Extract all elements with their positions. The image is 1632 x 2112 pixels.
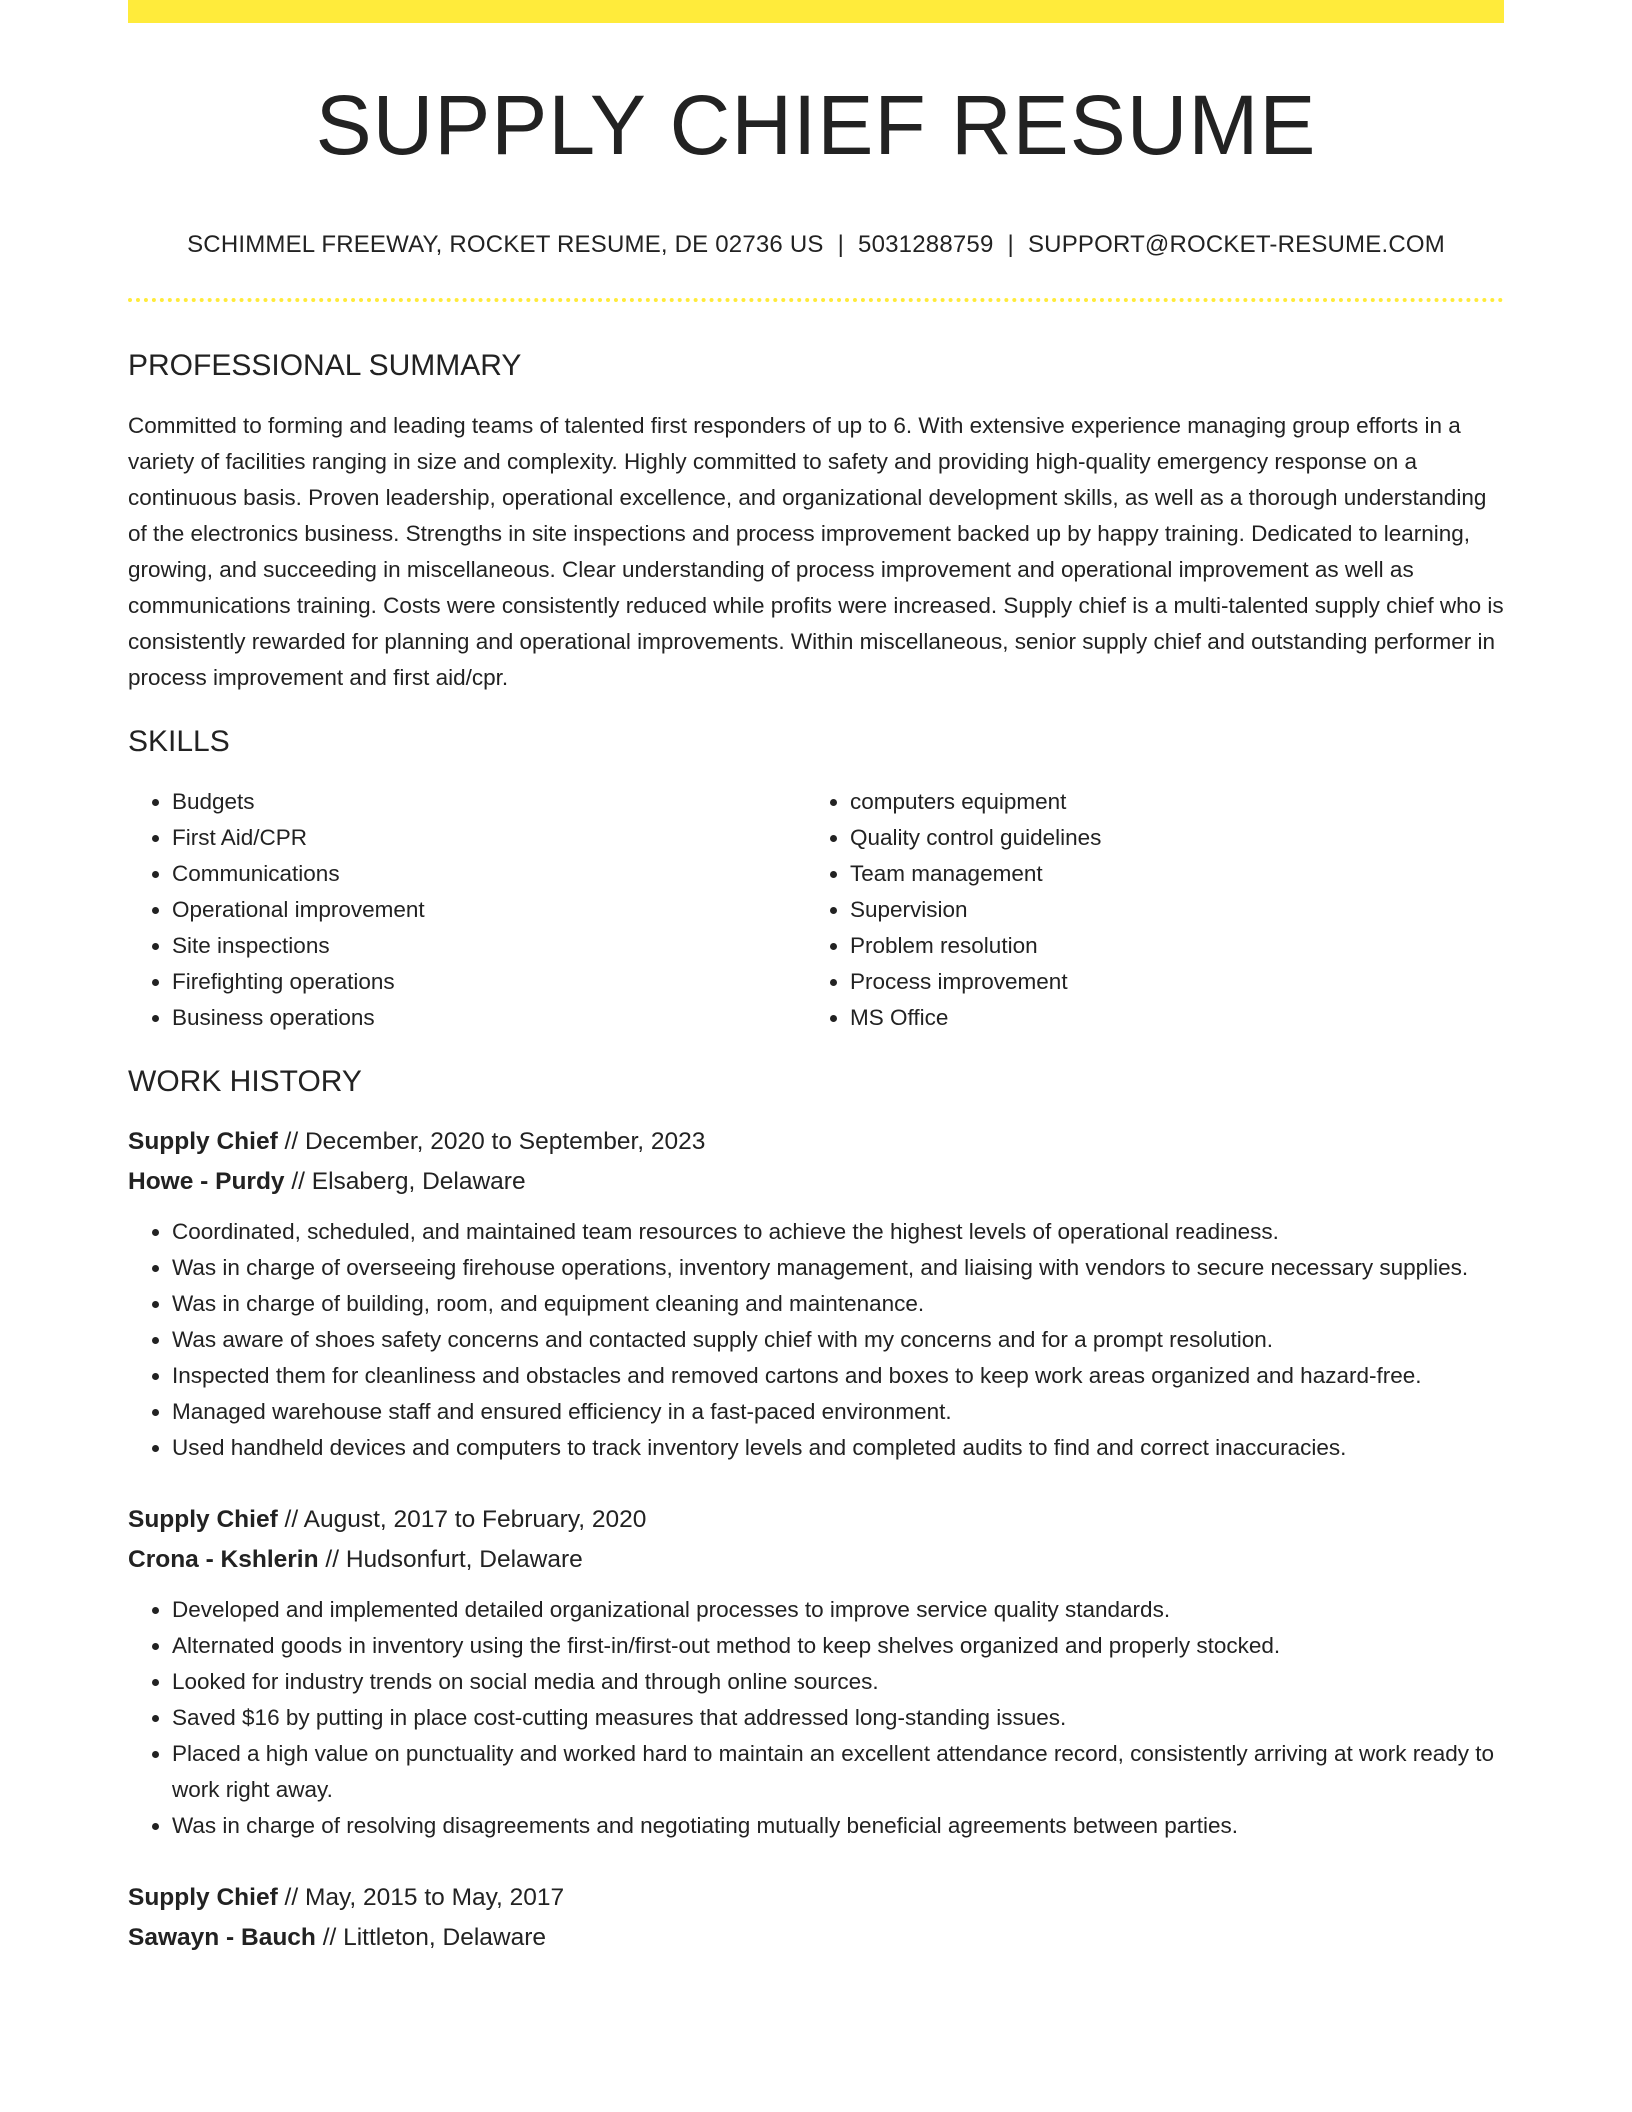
- summary-heading: PROFESSIONAL SUMMARY: [128, 348, 522, 382]
- skill-item: • Operational improvement: [172, 892, 806, 928]
- duty-item: • Inspected them for cleanliness and obstacles and removed cartons and boxes to keep work areas organized and hazard-free.: [172, 1358, 1504, 1394]
- duty-item: • Coordinated, scheduled, and maintained team resources to achieve the highest levels of operational readiness.: [172, 1214, 1504, 1250]
- duty-item: • Managed warehouse staff and ensured efficiency in a fast-paced environment.: [172, 1394, 1504, 1430]
- contact-line: [128, 231, 1504, 260]
- job-dates: // August, 2017 to February, 2020: [277, 1505, 647, 1533]
- job-dates: // December, 2020 to September, 2023: [277, 1127, 706, 1155]
- job-company: Crona - Kshlerin: [128, 1545, 319, 1573]
- job-dates: // May, 2015 to May, 2017: [277, 1883, 565, 1911]
- summary-text: Committed to forming and leading teams of talented first responders of up to 6. With extensive experience managing group efforts in a variety of facilities ranging in size and complexity. Highly committed to safety and providing high-quality emergency response on a continuous basis. Proven leadership, operational excellence, and organizational development skills, as well as a thorough understanding of the electronics business. Strengths in site inspections and process improvement backed up by happy training. Dedicated to learning, growing, and succeeding in miscellaneous. Clear understanding of process improvement and operational improvement as well as communications training. Costs were consistently reduced while profits were increased. Supply chief is a multi-talented supply chief who is consistently rewarded for planning and operational improvements. Within miscellaneous, senior supply chief and outstanding performer in process improvement and first aid/cpr.: [128, 412, 1504, 690]
- skill-item: • Budgets: [172, 784, 806, 820]
- job-duties: [128, 1592, 1504, 1844]
- dotted-divider: [128, 298, 1504, 302]
- job-title-line: [128, 1878, 1504, 1918]
- skill-item: • Team management: [850, 856, 1484, 892]
- job-company-line: [128, 1540, 1504, 1580]
- job-location: // Hudsonfurt, Delaware: [318, 1545, 583, 1573]
- duty-item: • Saved $16 by putting in place cost-cutting measures that addressed long-standing issues.: [172, 1700, 1504, 1736]
- skill-item: • Communications: [172, 856, 806, 892]
- job-title: Supply Chief: [128, 1505, 278, 1533]
- skill-item: • Quality control guidelines: [850, 820, 1484, 856]
- skill-item: • MS Office: [850, 1000, 1484, 1036]
- skill-item: • First Aid/CPR: [172, 820, 806, 856]
- job-duties: [128, 1214, 1504, 1466]
- job-title-line: [128, 1500, 1504, 1540]
- skill-item: • Problem resolution: [850, 928, 1484, 964]
- job-location: // Littleton, Delaware: [315, 1923, 547, 1951]
- duty-item: • Was aware of shoes safety concerns and contacted supply chief with my concerns and for a prompt resolution.: [172, 1322, 1504, 1358]
- duty-item: • Looked for industry trends on social media and through online sources.: [172, 1664, 1504, 1700]
- job-location: // Elsaberg, Delaware: [284, 1167, 526, 1195]
- work-history-section: [128, 1064, 1504, 1958]
- skill-item: • Site inspections: [172, 928, 806, 964]
- work-history-heading: WORK HISTORY: [128, 1064, 362, 1098]
- duty-item: • Was in charge of resolving disagreements and negotiating mutually beneficial agreements between parties.: [172, 1808, 1504, 1844]
- job-entry: [128, 1122, 1504, 1466]
- job-company-line: [128, 1162, 1504, 1202]
- skill-item: • Firefighting operations: [172, 964, 806, 1000]
- duty-item: • Developed and implemented detailed organizational processes to improve service quality standards.: [172, 1592, 1504, 1628]
- job-title-line: [128, 1122, 1504, 1162]
- skill-item: • Business operations: [172, 1000, 806, 1036]
- skill-item: • Process improvement: [850, 964, 1484, 1000]
- job-company: Sawayn - Bauch: [128, 1923, 316, 1951]
- duty-item: • Was in charge of overseeing firehouse operations, inventory management, and liaising with vendors to secure necessary supplies.: [172, 1250, 1504, 1286]
- job-company: Howe - Purdy: [128, 1167, 285, 1195]
- job-title: Supply Chief: [128, 1883, 278, 1911]
- job-company-line: [128, 1918, 1504, 1958]
- contact-address: SCHIMMEL FREEWAY, ROCKET RESUME, DE 02736 US: [187, 231, 824, 258]
- job-entry: [128, 1500, 1504, 1844]
- skills-columns: [128, 784, 1504, 1036]
- skill-item: • Supervision: [850, 892, 1484, 928]
- skills-heading: SKILLS: [128, 724, 230, 758]
- resume-page: [128, 0, 1504, 1958]
- skills-list-left: [128, 784, 806, 1036]
- skill-item: • computers equipment: [850, 784, 1484, 820]
- duty-item: • Used handheld devices and computers to track inventory levels and completed audits to find and correct inaccuracies.: [172, 1430, 1504, 1466]
- contact-separator: |: [1007, 231, 1014, 258]
- contact-separator: |: [837, 231, 845, 258]
- skills-list-right: [806, 784, 1484, 1036]
- job-entry: [128, 1878, 1504, 1958]
- duty-item: • Placed a high value on punctuality and worked hard to maintain an excellent attendance record, consistently arriving at work ready to work right away.: [172, 1736, 1504, 1808]
- contact-email: SUPPORT@ROCKET-RESUME.COM: [1027, 231, 1445, 258]
- resume-title: SUPPLY CHIEF RESUME: [315, 78, 1317, 172]
- top-accent-bar: [128, 0, 1504, 23]
- job-title: Supply Chief: [128, 1127, 278, 1155]
- duty-item: • Was in charge of building, room, and equipment cleaning and maintenance.: [172, 1286, 1504, 1322]
- contact-phone: 5031288759: [858, 231, 994, 258]
- summary-section: [128, 348, 1504, 696]
- duty-item: • Alternated goods in inventory using the first-in/first-out method to keep shelves organized and properly stocked.: [172, 1628, 1504, 1664]
- skills-section: [128, 724, 1504, 1036]
